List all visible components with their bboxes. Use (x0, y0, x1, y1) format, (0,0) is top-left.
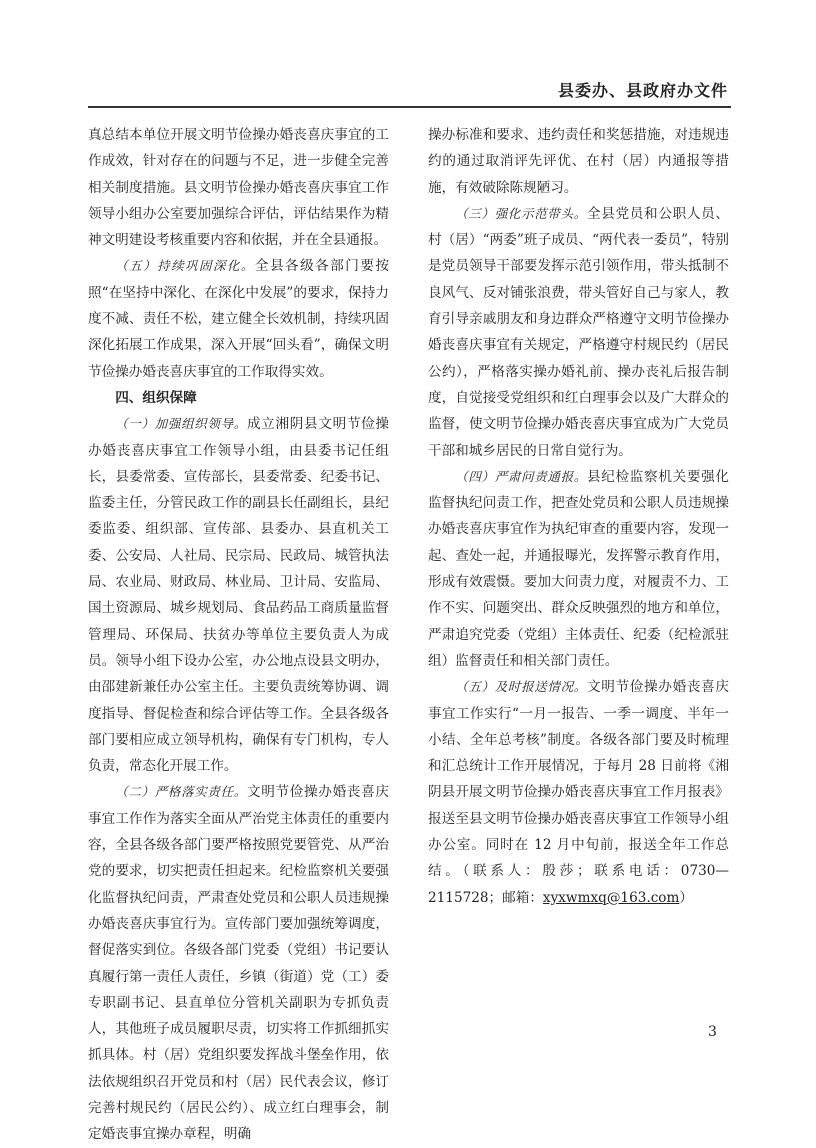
right-paragraph-continued: 操办标准和要求、违约责任和奖惩措施，对违规违约的通过取消评先评优、在村（居）内通报等措施，有效破除陈规陋习。 (428, 127, 729, 196)
org-2-body: 文明节俭操办婚丧喜庆事宜工作作为落实全面从严治党主体责任的重要内容，全县各级各部门要严格按照党要管党、从严治党的要求，切实把责任担起来。纪检监察机关要强化监督执纪问责，严肃查处党员和公职人员违规操办婚丧喜庆事宜行为。宣传部门要加强统筹调度，督促落实到位。各级各部门党委（党组）书记要认真履行第一责任人责任，乡镇（街道）党（工）委专职副书记、县直单位分管机关副职为专抓负责人，其他班子成员履职尽责，切实将工作抓细抓实抓具体。村（居）党组织要发挥战斗堡垒作用，依法依规组织召开党员和村（居）民代表会议，修订完善村规民约（居民公约）、成立红白理事会，制定婚丧事宜操办章程，明确 (88, 784, 389, 1143)
org-2-lead: （二）严格落实责任。 (115, 784, 247, 800)
right-column (428, 122, 729, 911)
page-header (88, 78, 728, 104)
org-1-paragraph (88, 411, 389, 779)
org-5-paragraph (428, 674, 729, 911)
org-4-paragraph (428, 464, 729, 674)
section-5-body: 全县各级各部门要按照“在坚持中深化、在深化中发展”的要求，保持力度不减、责任不松，建立健全长效机制，持续巩固深化拓展工作成果，深入开展“回头看”，确保文明节俭操办婚丧喜庆事宜的工作取得实效。 (88, 258, 389, 380)
header-title: 县委办、县政府办文件 (557, 81, 728, 100)
org-3-paragraph (428, 201, 729, 464)
left-column (88, 122, 389, 1148)
org-1-body: 成立湘阴县文明节俭操办婚丧喜庆事宜工作领导小组，由县委书记任组长，县委常委、宣传部长，县委常委、纪委书记、监委主任，分管民政工作的副县长任副组长，县纪委监委、组织部、宣传部、县委办、县直机关工委、公安局、人社局、民宗局、民政局、城管执法局、农业局、财政局、林业局、卫计局、安监局、国土资源局、城乡规划局、食品药品工商质量监督管理局、环保局、扶贫办等单位主要负责人为成员。领导小组下设办公室，办公地点设县文明办，由邵建新兼任办公室主任。主要负责统筹协调、调度指导、督促检查和综合评估等工作。全县各级各部门要相应成立领导机构，确保有专门机构，专人负责，常态化开展工作。 (88, 416, 389, 775)
org-3-lead: （三）强化示范带头。 (455, 205, 587, 221)
org-4-lead: （四）严肃问责通报。 (455, 468, 587, 484)
email-link[interactable]: xyxwmxq@163.com (542, 889, 680, 906)
left-paragraph-continued: 真总结本单位开展文明节俭操办婚丧喜庆事宜的工作成效，针对存在的问题与不足，进一步健全完善相关制度措施。县文明节俭操办婚丧喜庆事宜工作领导小组办公室要加强综合评估，评估结果作为精神文明建设考核重要内容和依据，并在全县通报。 (88, 127, 389, 249)
org-5-close: ） (679, 889, 693, 906)
org-5-body: 文明节俭操办婚丧喜庆事宜工作实行“一月一报告、一季一调度、半年一小结、全年总考核”制度。各级各部门要及时梳理和汇总统计工作开展情况，于每月 28 日前将《湘阴县开展文明节俭操办婚丧喜庆事宜工作月报表》报送至县文明节俭操办婚丧喜庆事宜工作领导小组办公室。同时在 12 月中旬前，报送全年工作总结。（联系人：殷莎；联系电话：0730—2115728；邮箱： (428, 679, 729, 906)
section-5-lead: （五）持续巩固深化。 (115, 258, 255, 274)
org-4-body: 县纪检监察机关要强化监督执纪问责工作，把查处党员和公职人员违规操办婚丧喜庆事宜作为执纪审查的重要内容，发现一起、查处一起，并通报曝光，发挥警示教育作用，形成有效震慑。要加大问责力度，对履责不力、工作不实、问题突出、群众反映强烈的地方和单位，严肃追究党委（党组）主体责任、纪委（纪检派驻组）监督责任和相关部门责任。 (428, 468, 729, 669)
section-5-paragraph (88, 253, 389, 384)
org-1-lead: （一）加强组织领导。 (115, 416, 247, 432)
header-divider (88, 106, 731, 108)
section-heading-organization: 四、组织保障 (115, 389, 197, 406)
page-number: 3 (708, 1024, 717, 1040)
org-2-paragraph (88, 779, 389, 1147)
org-5-lead: （五）及时报送情况。 (455, 679, 587, 695)
org-3-body: 全县党员和公职人员、村（居）“两委”班子成员、“两代表一委员”，特别是党员领导干部要发挥示范引领作用，带头抵制不良风气、反对铺张浪费，带头管好自己与家人，教育引导亲戚朋友和身边群众严格遵守文明节俭操办婚丧喜庆事宜有关规定，严格遵守村规民约（居民公约），严格落实操办婚礼前、操办丧礼后报告制度，自觉接受党组织和红白理事会以及广大群众的监督，使文明节俭操办婚丧喜庆事宜成为广大党员干部和城乡居民的日常自觉行为。 (428, 205, 729, 459)
